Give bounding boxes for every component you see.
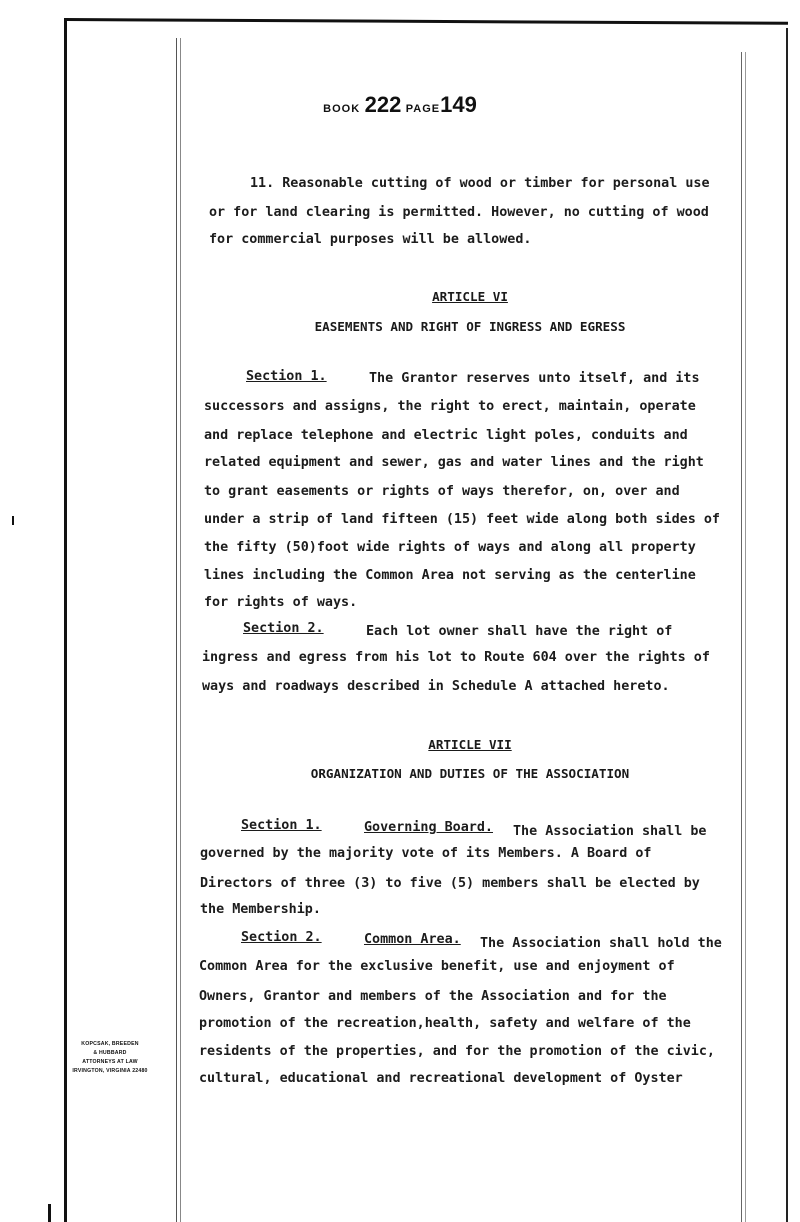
article-vii-section-1-label: Section 1. bbox=[241, 818, 322, 833]
article-vii-section-2-line: cultural, educational and recreational development of Oyster bbox=[199, 1071, 683, 1086]
article-vii-section-2-line: promotion of the recreation,health, safety and welfare of the bbox=[199, 1016, 691, 1031]
firm-title: ATTORNEYS AT LAW bbox=[82, 1059, 138, 1065]
article-vii-section-2-label: Section 2. bbox=[241, 930, 322, 945]
book-page-header bbox=[0, 92, 800, 118]
article-vii-section-1-line: governed by the majority vote of its Members. A Board of bbox=[200, 846, 652, 861]
article-vi-section-1-line: related equipment and sewer, gas and water lines and the right bbox=[204, 455, 704, 470]
firm-address: IRVINGTON, VIRGINIA 22480 bbox=[72, 1068, 148, 1074]
article-vi-section-2-text: Each lot owner shall have the right of bbox=[366, 624, 673, 639]
article-vii-title: ARTICLE VII bbox=[428, 737, 512, 752]
article-vi-section-1-line: and replace telephone and electric light poles, conduits and bbox=[204, 428, 688, 443]
article-vii-section-1-text: The Association shall be bbox=[513, 824, 707, 839]
firm-name-continued: & HUBBARD bbox=[93, 1050, 127, 1056]
article-vi-section-2-line: ways and roadways described in Schedule A attached hereto. bbox=[202, 679, 670, 694]
article-vii-subtitle: ORGANIZATION AND DUTIES OF THE ASSOCIATION bbox=[310, 766, 630, 781]
article-vi-section-1-line: the fifty (50)foot wide rights of ways and along all property bbox=[204, 540, 696, 555]
right-margin-line-inner bbox=[745, 52, 746, 1222]
article-vii-section-1-line: Directors of three (3) to five (5) members shall be elected by bbox=[200, 876, 700, 891]
article-vi-section-1-line: under a strip of land fifteen (15) feet wide along both sides of bbox=[204, 512, 720, 527]
page-label: PAGE bbox=[405, 103, 441, 115]
article-vii-section-1-line: the Membership. bbox=[200, 902, 321, 917]
paragraph-11-line: or for land clearing is permitted. However, no cutting of wood bbox=[209, 205, 709, 220]
scan-mark bbox=[48, 1204, 51, 1222]
article-vi-section-1-text: The Grantor reserves unto itself, and its bbox=[369, 371, 700, 386]
article-vii-section-1-heading: Governing Board. bbox=[364, 820, 493, 835]
article-vi-section-1-line: lines including the Common Area not serving as the centerline bbox=[204, 568, 696, 583]
article-vi-section-1-line: for rights of ways. bbox=[204, 595, 358, 610]
article-vii-section-2-text: The Association shall hold the bbox=[480, 936, 722, 951]
article-vi-title: ARTICLE VI bbox=[432, 289, 508, 304]
right-margin-line bbox=[741, 52, 742, 1222]
left-margin-line bbox=[176, 38, 177, 1222]
top-border-line bbox=[66, 18, 788, 25]
article-vii-section-2-line: residents of the properties, and for the promotion of the civic, bbox=[199, 1044, 715, 1059]
article-vii-section-2-line: Common Area for the exclusive benefit, use and enjoyment of bbox=[199, 959, 675, 974]
article-vi-subtitle: EASEMENTS AND RIGHT OF INGRESS AND EGRESS bbox=[314, 319, 626, 334]
book-number: 222 bbox=[364, 92, 402, 117]
article-vi-section-2-line: ingress and egress from his lot to Route 604 over the rights of bbox=[202, 650, 710, 665]
article-vi-section-2-label: Section 2. bbox=[243, 621, 324, 636]
scan-mark bbox=[12, 516, 14, 525]
article-vi-section-1-line: to grant easements or rights of ways therefor, on, over and bbox=[204, 484, 680, 499]
article-vii-section-2-line: Owners, Grantor and members of the Association and for the bbox=[199, 989, 667, 1004]
law-firm-stamp bbox=[50, 1040, 170, 1076]
article-vi-section-1-label: Section 1. bbox=[246, 369, 327, 384]
paragraph-11-line: 11. Reasonable cutting of wood or timber for personal use bbox=[250, 176, 710, 191]
paragraph-11-line: for commercial purposes will be allowed. bbox=[209, 232, 532, 247]
firm-name: KOPCSAK, BREEDEN bbox=[81, 1041, 139, 1047]
left-margin-line-inner bbox=[180, 38, 181, 1222]
book-label: BOOK bbox=[323, 103, 361, 115]
page-number: 149 bbox=[440, 92, 477, 117]
article-vi-section-1-line: successors and assigns, the right to erect, maintain, operate bbox=[204, 399, 696, 414]
article-vii-section-2-heading: Common Area. bbox=[364, 932, 461, 947]
right-border-line bbox=[786, 28, 788, 1222]
